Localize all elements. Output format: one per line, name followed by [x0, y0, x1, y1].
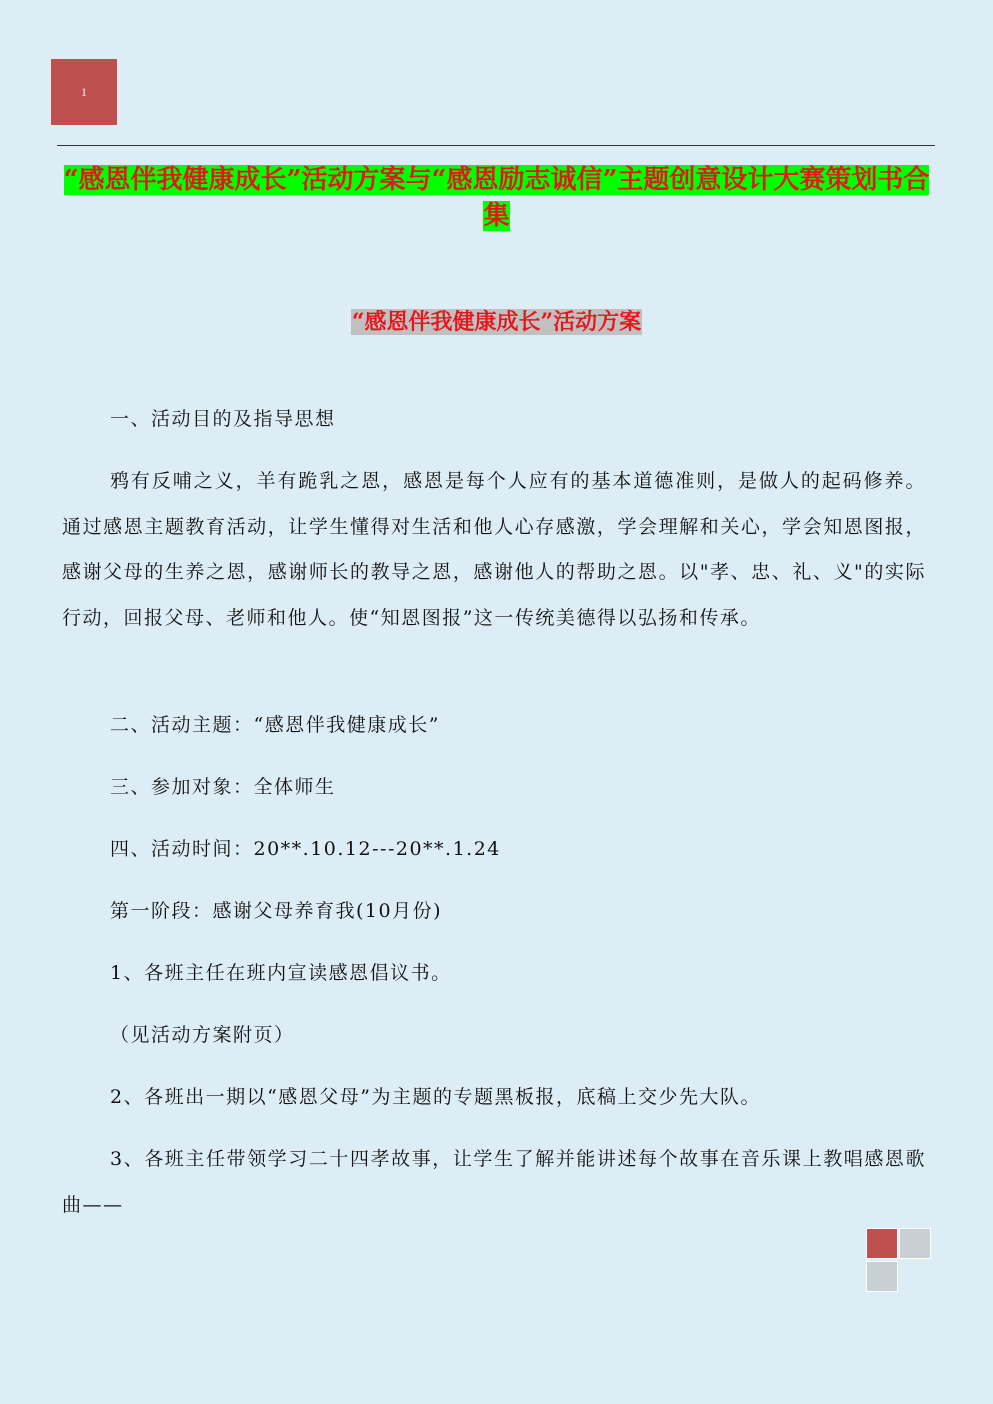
- corner-square-gray: [899, 1228, 931, 1259]
- list-item-1: 1、各班主任在班内宣读感恩倡议书。: [110, 962, 452, 984]
- corner-square-gray: [866, 1261, 898, 1292]
- document-title: [60, 162, 933, 234]
- heading-purpose: 一、活动目的及指导思想: [110, 408, 336, 430]
- heading-participants: 三、参加对象：全体师生: [110, 776, 336, 798]
- heading-stage-one: 第一阶段：感谢父母养育我(10月份): [110, 900, 443, 922]
- document-title-text: “感恩伴我健康成长”活动方案与“感恩励志诚信”主题创意设计大赛策划书合集: [63, 165, 930, 231]
- section-title-text: “感恩伴我健康成长”活动方案: [351, 309, 642, 335]
- page-number: 1: [81, 84, 87, 99]
- corner-decoration: [866, 1228, 934, 1294]
- list-item-2: 2、各班出一期以“感恩父母”为主题的专题黑板报，底稿上交少先大队。: [110, 1086, 762, 1108]
- page-number-badge: [51, 59, 117, 125]
- heading-theme: 二、活动主题：“感恩伴我健康成长”: [110, 714, 440, 736]
- corner-square-red: [866, 1228, 898, 1259]
- list-item-note: （见活动方案附页）: [110, 1024, 295, 1046]
- heading-time: 四、活动时间：20**.10.12---20**.1.24: [110, 838, 501, 860]
- header-divider: [57, 145, 935, 146]
- section-title: [0, 305, 993, 339]
- paragraph-purpose-body: 鸦有反哺之义，羊有跪乳之恩，感恩是每个人应有的基本道德准则，是做人的起码修养。通过感恩主题教育活动，让学生懂得对生活和他人心存感激，学会理解和关心，学会知恩图报，感谢父母的生养之恩，感谢师长的教导之恩，感谢他人的帮助之恩。以"孝、忠、礼、义"的实际行动，回报父母、老师和他人。使“知恩图报”这一传统美德得以弘扬和传承。: [62, 470, 926, 629]
- list-item-3: 3、各班主任带领学习二十四孝故事，让学生了解并能讲述每个故事在音乐课上教唱感恩歌曲——: [62, 1148, 926, 1216]
